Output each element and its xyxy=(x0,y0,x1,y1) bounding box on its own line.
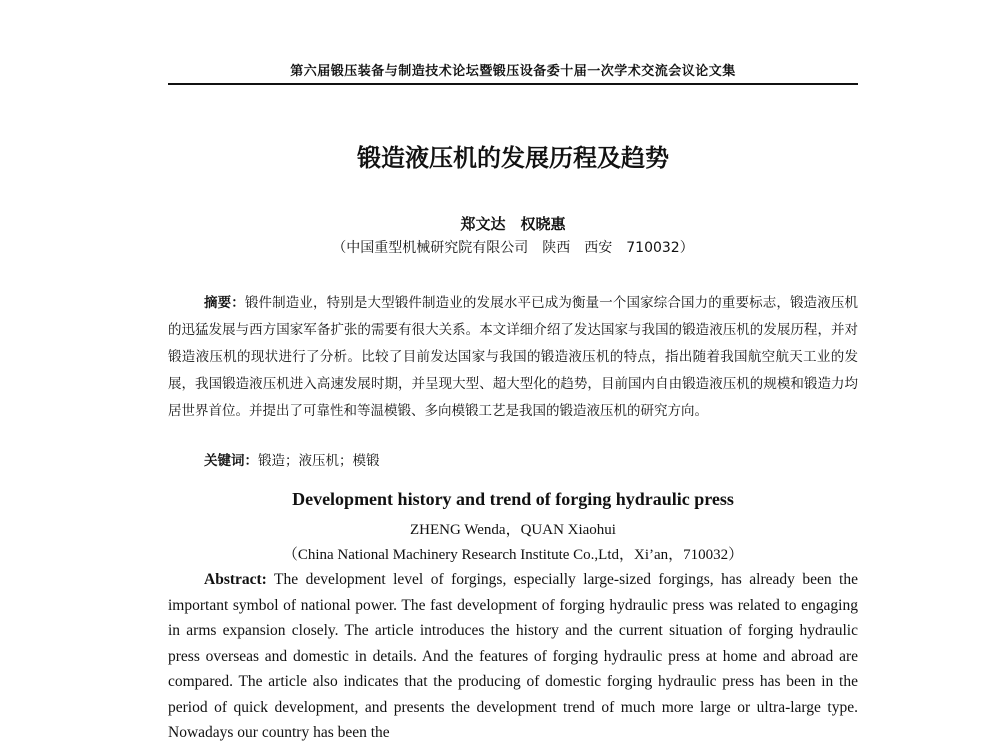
running-header: 第六届锻压装备与制造技术论坛暨锻压设备委十届一次学术交流会议论文集 xyxy=(290,64,736,79)
affiliation-english: （China National Machinery Research Institute Co.,Ltd，Xi’an，710032） xyxy=(282,547,744,563)
abstract-english xyxy=(168,567,858,746)
authors-english: ZHENG Wenda，QUAN Xiaohui xyxy=(410,522,616,538)
affiliation-chinese: （中国重型机械研究院有限公司 陕西 西安 710032） xyxy=(332,240,694,256)
abstract-text-english: The development level of forgings, especially large-sized forgings, has already been the important symbol of national power. The fast development of forging hydraulic press was related to engaging in arms expansion closely. The article introduces the history and the current situation of forging hydraulic press overseas and domestic in details. And the features of forging hydraulic press at home and abroad are compared. The article also indicates that the producing of domestic forging hydraulic press has been in the period of quick development, and presents the development trend of much more large or ultra-large type. Nowadays our country has been the xyxy=(168,571,858,741)
header-rule xyxy=(168,83,858,85)
abstract-text-chinese: 锻件制造业，特别是大型锻件制造业的发展水平已成为衡量一个国家综合国力的重要标志，锻造液压机的迅猛发展与西方国家军备扩张的需要有很大关系。本文详细介绍了发达国家与我国的锻造液压机的发展历程，并对锻造液压机的现状进行了分析。比较了目前发达国家与我国的锻造液压机的特点，指出随着我国航空航天工业的发展，我国锻造液压机进入高速发展时期，并呈现大型、超大型化的趋势，目前国内自由锻造液压机的规模和锻造力均居世界首位。并提出了可靠性和等温模锻、多向模锻工艺是我国的锻造液压机的研究方向。 xyxy=(168,295,859,419)
keywords-chinese xyxy=(204,449,854,473)
keywords-text-chinese: 锻造；液压机；模锻 xyxy=(258,453,380,469)
abstract-chinese xyxy=(168,290,858,425)
title-chinese: 锻造液压机的发展历程及趋势 xyxy=(357,144,669,172)
keywords-label-chinese: 关键词： xyxy=(204,453,258,469)
authors-chinese: 郑文达 权晓惠 xyxy=(460,215,566,233)
title-english: Development history and trend of forging hydraulic press xyxy=(292,489,734,509)
abstract-label-chinese: 摘要： xyxy=(204,295,245,311)
abstract-label-english: Abstract: xyxy=(204,571,267,588)
